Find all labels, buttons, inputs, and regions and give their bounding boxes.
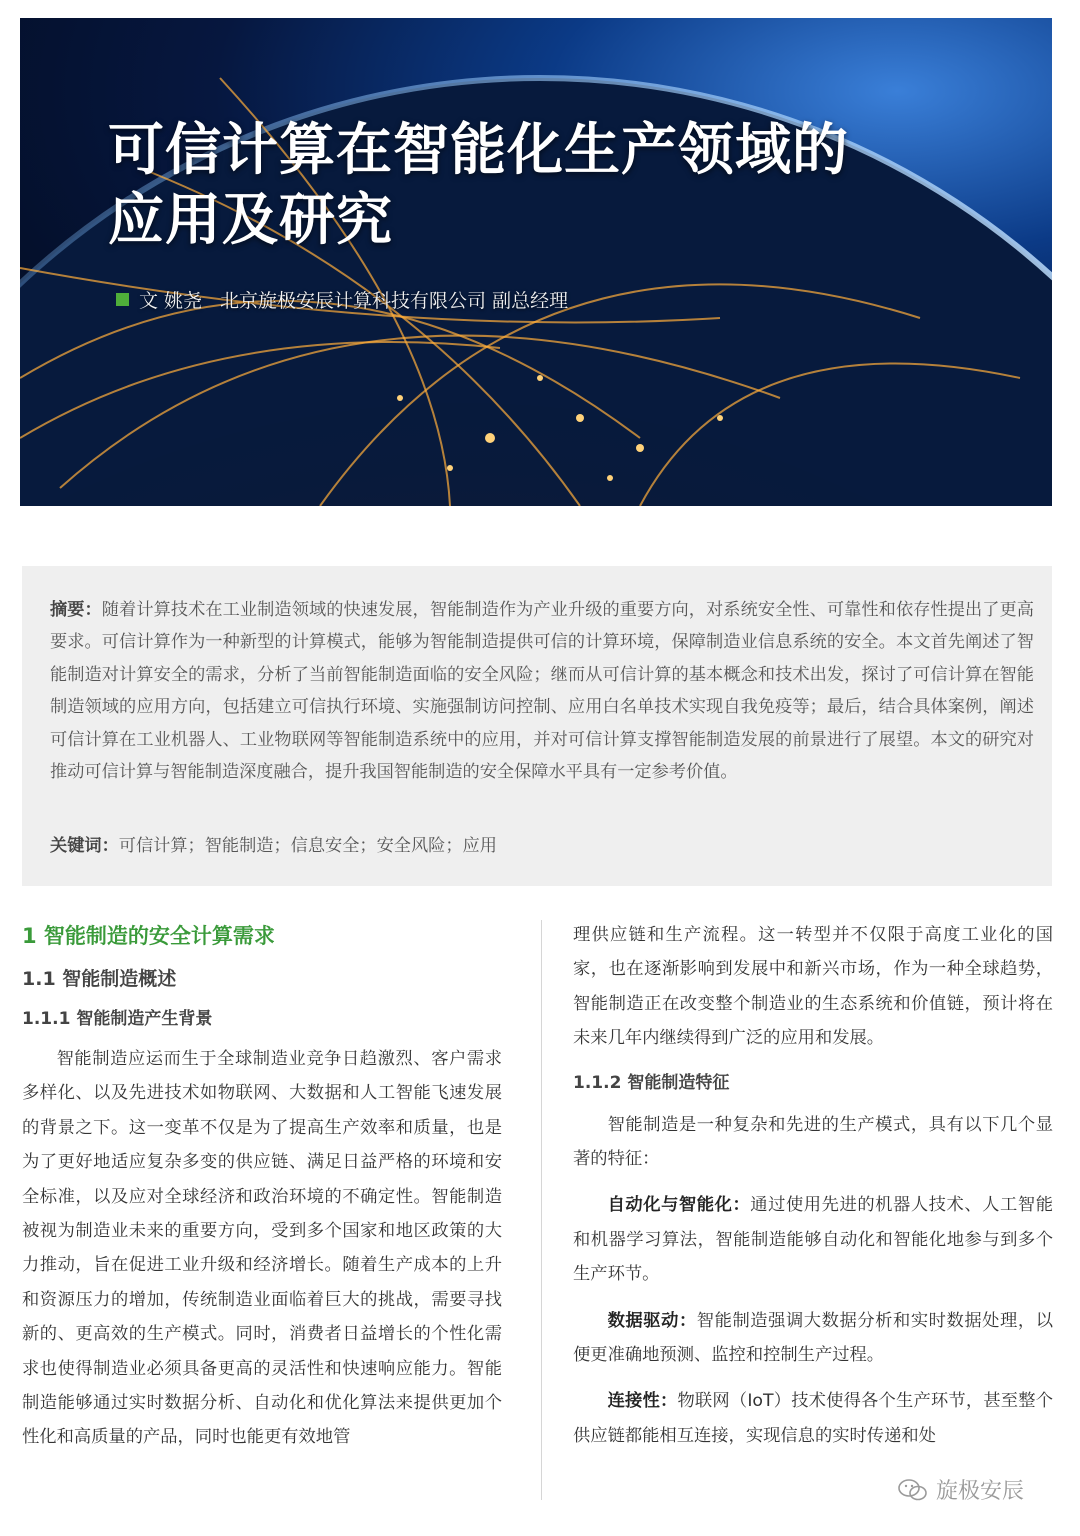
keywords-line [50,830,1034,862]
title-line-1: 可信计算在智能化生产领域的 [108,118,849,183]
left-column [22,918,502,1455]
body-paragraph-continued: 理供应链和生产流程。这一转型并不仅限于高度工业化的国家，也在逐渐影响到发展中和新兴市场，作为一种全球趋势，智能制造正在改变整个制造业的生态系统和价值链，预计将在未来几年内继续得到广泛的应用和发展。 [573,925,1053,1049]
column-divider [541,920,542,1500]
feature-connectivity [573,1384,1053,1453]
watermark-text: 旋极安辰 [936,1479,1025,1504]
feature-data-driven-label: 数据驱动： [607,1310,697,1331]
abstract-label: 摘要： [50,600,102,620]
feature-data-driven [573,1304,1053,1373]
author-name: 文 姚尧 [139,290,203,312]
author-affiliation: 北京旋极安辰计算科技有限公司 副总经理 [220,290,569,312]
watermark [898,1474,1024,1505]
article-title [108,116,1008,256]
feature-automation-text: 通过使用先进的机器人技术、人工智能和机器学习算法，智能制造能够自动化和智能化地参与到多个生产环节。 [573,1195,1053,1285]
abstract-paragraph [50,594,1034,788]
author-byline [116,286,568,313]
feature-data-driven-text: 智能制造强调大数据分析和实时数据处理，以便更准确地预测、监控和控制生产过程。 [573,1310,1053,1366]
keywords-label: 关键词： [50,836,119,856]
feature-connectivity-text: 物联网（IoT）技术使得各个生产环节，甚至整个供应链都能相互连接，实现信息的实时传递和处 [573,1391,1053,1446]
subsubsection-heading-2: 1.1.2 智能制造特征 [573,1072,730,1093]
feature-connectivity-label: 连接性： [607,1391,678,1412]
abstract-box [22,566,1052,886]
subsection-heading: 1.1 智能制造概述 [22,968,177,990]
section-heading: 1 智能制造的安全计算需求 [22,924,275,948]
keywords-text: 可信计算；智能制造；信息安全；安全风险；应用 [118,836,497,856]
hero-banner [20,18,1052,506]
right-column [573,918,1053,1453]
wechat-icon [898,1478,928,1502]
green-square-icon [116,293,129,306]
feature-automation [573,1188,1053,1291]
feature-automation-label: 自动化与智能化： [607,1195,751,1216]
earth-night-lights-illustration [20,18,1052,506]
body-paragraph: 智能制造应运而生于全球制造业竞争日趋激烈、客户需求多样化、以及先进技术如物联网、大数据和人工智能飞速发展的背景之下。这一变革不仅是为了提高生产效率和质量，也是为了更好地适应复杂多变的供应链、满足日益严格的环境和安全标准，以及应对全球经济和政治环境的不确定性。智能制造被视为制造业未来的重要方向，受到多个国家和地区政策的大力推动，旨在促进工业升级和经济增长。随着生产成本的上升和资源压力的增加，传统制造业面临着巨大的挑战，需要寻找新的、更高效的生产模式。同时，消费者日益增长的个性化需求也使得制造业必须具备更高的灵活性和快速响应能力。智能制造能够通过实时数据分析、自动化和优化算法来提供更加个性化和高质量的产品，同时也能更有效地管 [22,1049,502,1448]
subsubsection-heading: 1.1.1 智能制造产生背景 [22,1009,213,1029]
abstract-text: 随着计算技术在工业制造领域的快速发展，智能制造作为产业升级的重要方向，对系统安全性、可靠性和依存性提出了更高要求。可信计算作为一种新型的计算模式，能够为智能制造提供可信的计算环境，保障制造业信息系统的安全。本文首先阐述了智能制造对计算安全的需求，分析了当前智能制造面临的安全风险；继而从可信计算的基本概念和技术出发，探讨了可信计算在智能制造领域的应用方向，包括建立可信执行环境、实施强制访问控制、应用白名单技术实现自我免疫等；最后，结合具体案例，阐述可信计算在工业机器人、工业物联网等智能制造系统中的应用，并对可信计算支撑智能制造发展的前景进行了展望。本文的研究对推动可信计算与智能制造深度融合，提升我国智能制造的安全保障水平具有一定参考价值。 [50,600,1034,783]
title-line-2: 应用及研究 [108,188,393,253]
features-intro: 智能制造是一种复杂和先进的生产模式，具有以下几个显著的特征： [573,1114,1053,1170]
